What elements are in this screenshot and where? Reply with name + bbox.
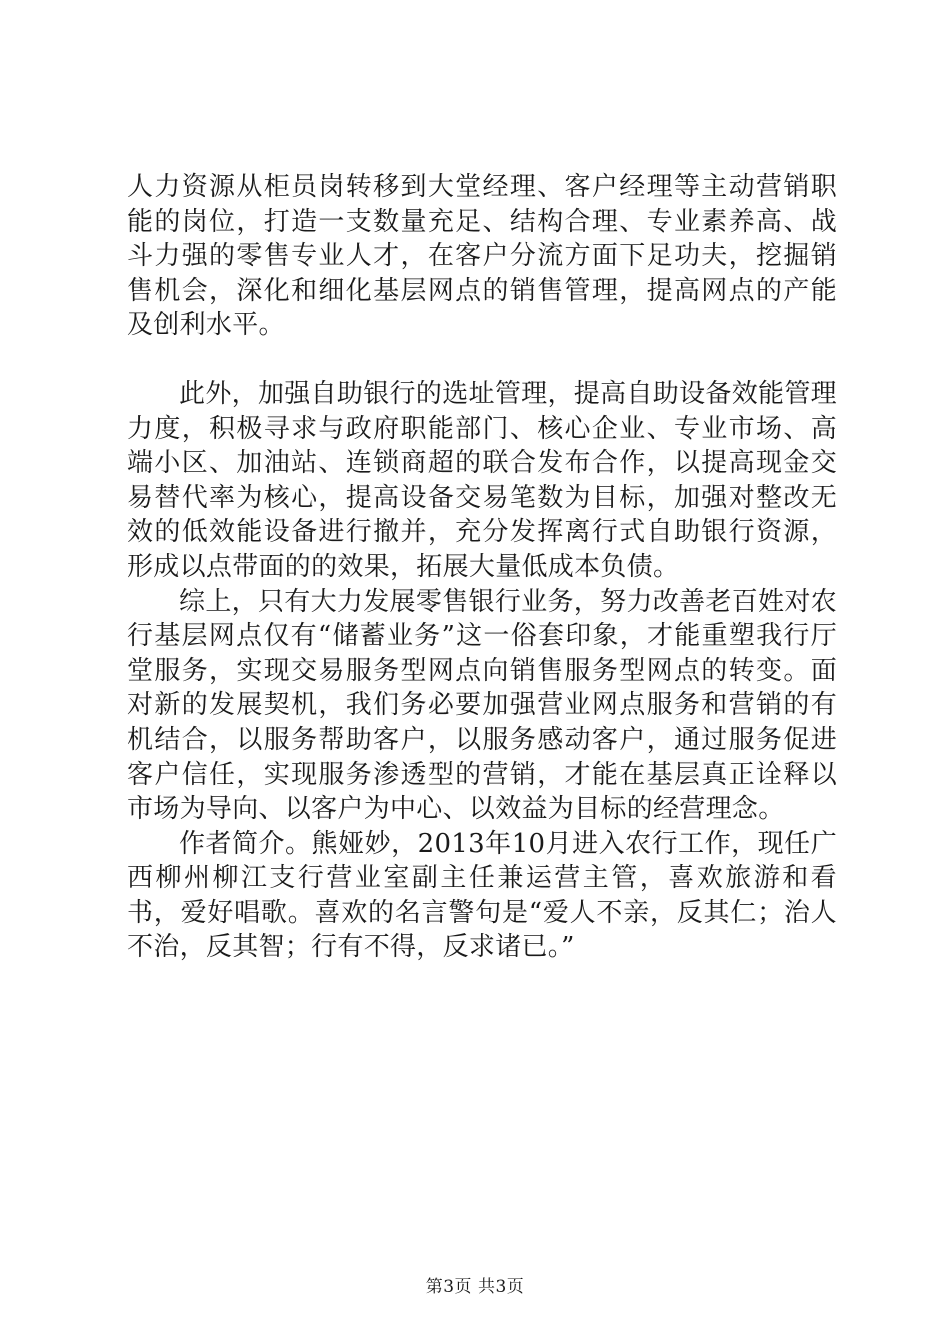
paragraph-2: 此外，加强自助银行的选址管理，提高自助设备效能管理力度，积极寻求与政府职能部门、核心企业、专业市场、高端小区、加油站、连锁商超的联合发布合作，以提高现金交易替代率为核心，提高设备交易笔数为目标，加强对整改无效的低效能设备进行撤并，充分发挥离行式自助银行资源，形成以点带面的的效果，拓展大量低成本负债。 (127, 378, 837, 582)
paragraph-1: 人力资源从柜员岗转移到大堂经理、客户经理等主动营销职能的岗位，打造一支数量充足、结构合理、专业素养高、战斗力强的零售专业人才，在客户分流方面下足功夫，挖掘销售机会，深化和细化基层网点的销售管理，提高网点的产能及创利水平。 (127, 172, 837, 341)
paragraph-3: 综上，只有大力发展零售银行业务，努力改善老百姓对农行基层网点仅有“储蓄业务”这一俗套印象，才能重塑我行厅堂服务，实现交易服务型网点向销售服务型网点的转变。面对新的发展契机，我们务必要加强营业网点服务和营销的有机结合，以服务帮助客户，以服务感动客户，通过服务促进客户信任，实现服务渗透型的营销，才能在基层真正诠释以市场为导向、以客户为中心、以效益为目标的经营理念。 (127, 586, 837, 825)
paragraph-4: 作者简介。熊娅妙，2013年10月进入农行工作，现任广西柳州柳江支行营业室副主任兼运营主管，喜欢旅游和看书，爱好唱歌。喜欢的名言警句是“爱人不亲，反其仁；治人不治，反其智；行有不得，反求诸已。” (127, 828, 837, 963)
document-body (127, 170, 837, 965)
page-number: 第3页 共3页 (425, 1277, 525, 1297)
